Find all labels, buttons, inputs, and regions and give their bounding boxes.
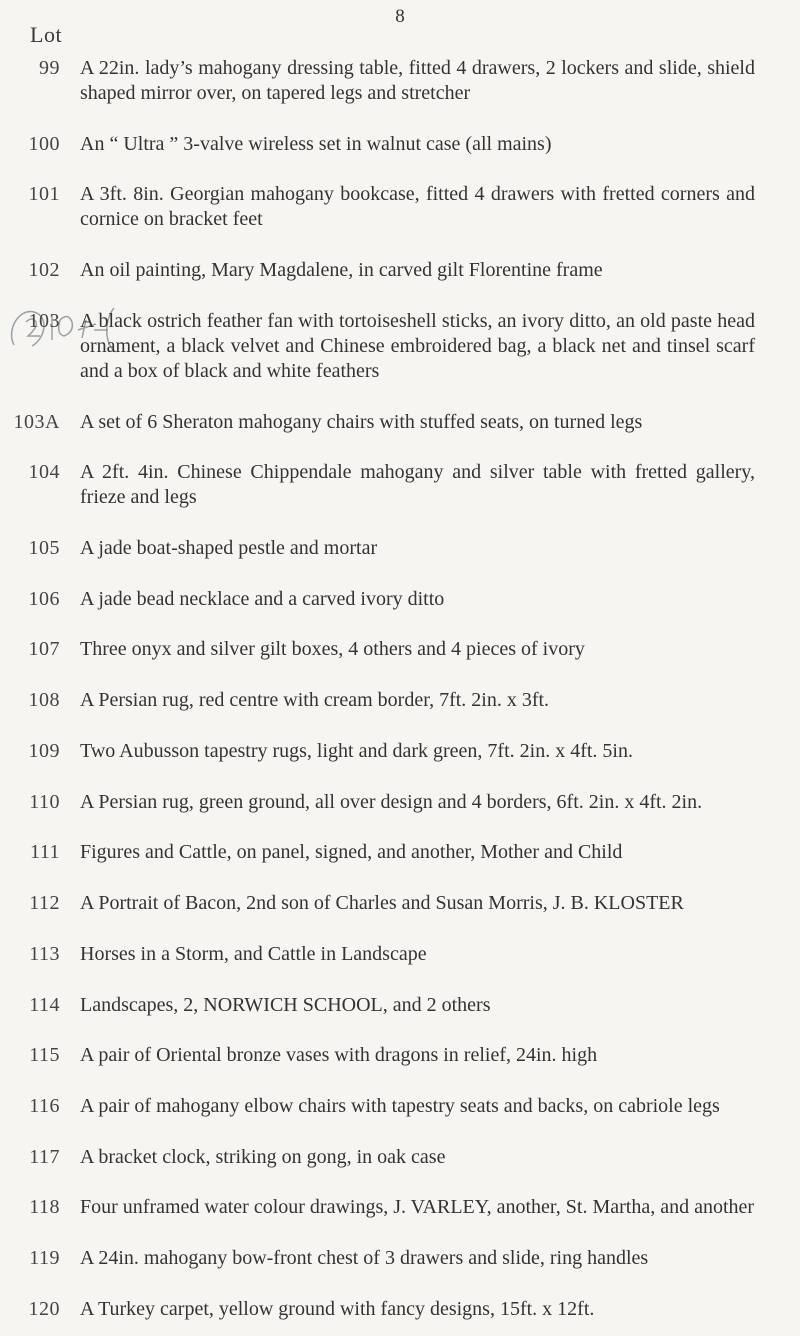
lot-row <box>0 1195 800 1220</box>
lot-description: A pair of mahogany elbow chairs with tapestry seats and backs, on cabriole legs <box>80 1094 720 1117</box>
lot-row <box>0 993 800 1018</box>
lot-number: 105 <box>28 537 60 560</box>
lot-number: 112 <box>29 892 60 915</box>
lot-number: 117 <box>29 1145 60 1168</box>
lot-row <box>0 891 800 916</box>
lot-number: 103A <box>13 410 60 433</box>
lot-number: 115 <box>29 1044 60 1067</box>
lot-row <box>0 587 800 612</box>
lot-description: Horses in a Storm, and Cattle in Landscape <box>80 942 427 965</box>
lot-number: 101 <box>28 183 60 206</box>
lot-description: A 22in. lady’s mahogany dressing table, fitted 4 drawers, 2 lockers and slide, shield shaped mirror over, on tapered legs and stretcher <box>80 57 755 104</box>
lot-description: A 24in. mahogany bow-front chest of 3 drawers and slide, ring handles <box>80 1247 649 1270</box>
lot-description: A Turkey carpet, yellow ground with fancy designs, 15ft. x 12ft. <box>80 1297 595 1320</box>
lot-number: 104 <box>28 461 60 484</box>
lot-number: 102 <box>28 259 60 282</box>
lot-description: An oil painting, Mary Magdalene, in carved gilt Florentine frame <box>80 259 603 282</box>
lot-number: 120 <box>28 1297 60 1320</box>
lot-description: A black ostrich feather fan with tortoiseshell sticks, an ivory ditto, an old paste head ornament, a black velvet and Chinese embroidered bag, a black net and tinsel scarf and a box of black and white feathers <box>80 309 755 382</box>
lot-row <box>0 1246 800 1271</box>
lot-number: 111 <box>29 841 60 864</box>
lot-number: 114 <box>29 993 60 1016</box>
lot-row <box>0 1043 800 1068</box>
lot-number: 116 <box>29 1094 60 1117</box>
lot-number: 118 <box>29 1196 60 1219</box>
lot-row <box>0 536 800 561</box>
lot-row <box>0 410 800 435</box>
lot-number: 99 <box>39 57 60 79</box>
lot-row <box>0 1297 800 1322</box>
lot-number: 109 <box>28 739 60 762</box>
lot-number: 103 <box>28 309 60 332</box>
lot-number: 106 <box>28 587 60 610</box>
lot-description: Three onyx and silver gilt boxes, 4 others and 4 pieces of ivory <box>80 638 585 661</box>
lot-description: Two Aubusson tapestry rugs, light and dark green, 7ft. 2in. x 4ft. 5in. <box>80 739 633 762</box>
lot-number: 108 <box>28 689 60 712</box>
lot-row <box>0 309 800 384</box>
lot-description: Landscapes, 2, NORWICH SCHOOL, and 2 others <box>80 993 491 1016</box>
lot-row <box>0 942 800 967</box>
lot-number: 100 <box>28 132 60 155</box>
lot-row <box>0 840 800 865</box>
lot-description: A set of 6 Sheraton mahogany chairs with stuffed seats, on turned legs <box>80 410 643 433</box>
lot-row <box>0 790 800 815</box>
lot-description: Four unframed water colour drawings, J. VARLEY, another, St. Martha, and another <box>80 1196 755 1219</box>
lot-row <box>0 132 800 157</box>
lot-description: A Persian rug, green ground, all over design and 4 borders, 6ft. 2in. x 4ft. 2in. <box>80 790 703 813</box>
lot-column-header: Lot <box>30 22 63 47</box>
lot-description: A 2ft. 4in. Chinese Chippendale mahogany and silver table with fretted gallery, frieze and legs <box>80 461 755 509</box>
lot-row <box>0 739 800 764</box>
lot-description: A jade bead necklace and a carved ivory ditto <box>80 587 445 610</box>
lot-description: A Persian rug, red centre with cream border, 7ft. 2in. x 3ft. <box>80 689 550 712</box>
lot-number: 107 <box>28 638 60 661</box>
lot-description: A 3ft. 8in. Georgian mahogany bookcase, fitted 4 drawers with fretted corners and cornice on bracket feet <box>80 183 755 231</box>
lot-description: A Portrait of Bacon, 2nd son of Charles and Susan Morris, J. B. KLOSTER <box>80 892 684 915</box>
lot-number: 119 <box>29 1247 60 1270</box>
lot-list <box>0 56 800 1322</box>
lot-description: A pair of Oriental bronze vases with dragons in relief, 24in. high <box>80 1044 598 1067</box>
lot-description: An “ Ultra ” 3-valve wireless set in walnut case (all mains) <box>80 132 552 155</box>
lot-description: Figures and Cattle, on panel, signed, and another, Mother and Child <box>80 841 623 864</box>
lot-description: A bracket clock, striking on gong, in oak case <box>80 1145 446 1168</box>
lot-row <box>0 1094 800 1119</box>
lot-row <box>0 637 800 662</box>
lot-number: 110 <box>29 790 60 813</box>
lot-row <box>0 56 800 106</box>
lot-row <box>0 460 800 510</box>
lot-number: 113 <box>29 942 60 965</box>
lot-row <box>0 258 800 283</box>
lot-row <box>0 688 800 713</box>
page-number: 8 <box>395 6 405 27</box>
lot-row <box>0 182 800 232</box>
lot-description: A jade boat-shaped pestle and mortar <box>80 537 378 560</box>
lot-row <box>0 1145 800 1170</box>
